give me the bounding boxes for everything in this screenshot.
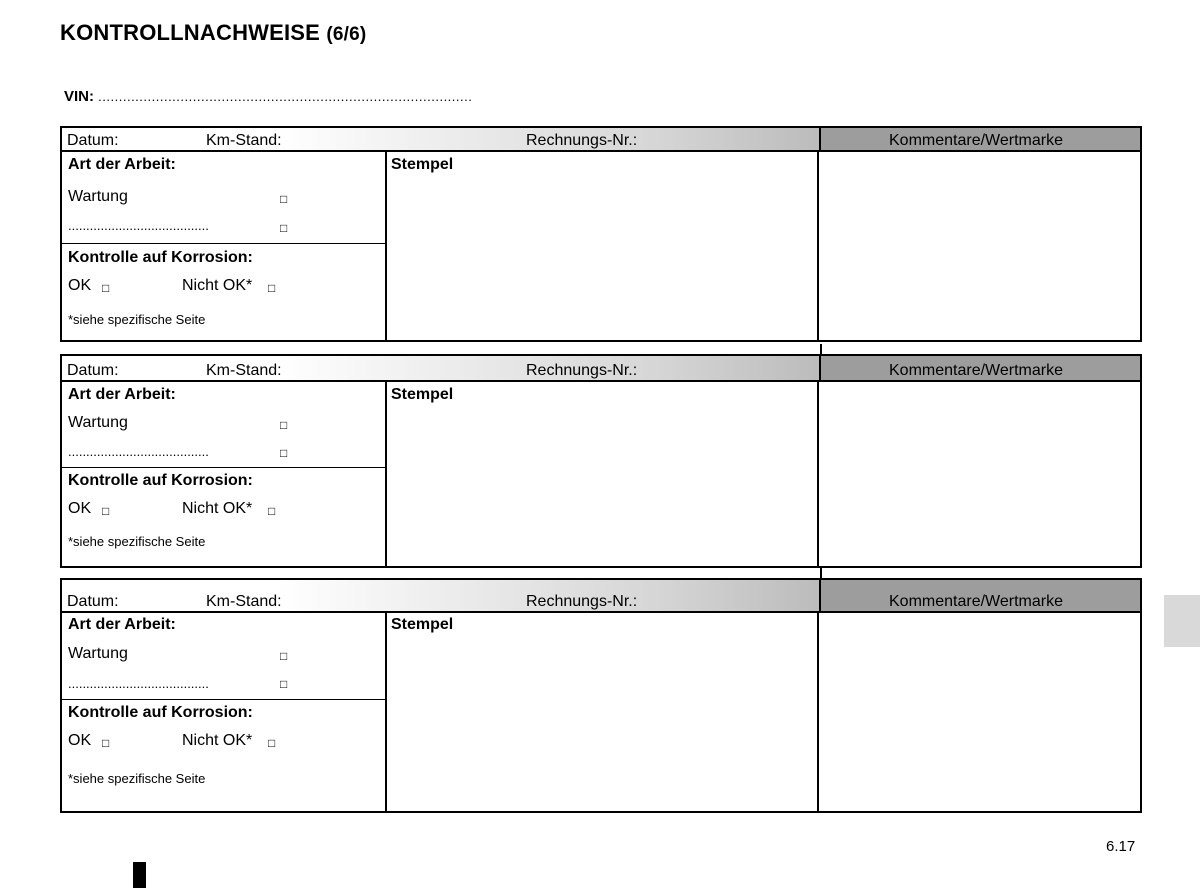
page-number: 6.17: [1106, 838, 1136, 855]
record-block-2: [60, 354, 1142, 568]
record-body: [60, 382, 1142, 568]
separator-tick: [820, 344, 822, 354]
stamp-column: [387, 382, 819, 566]
record-header: [60, 354, 1142, 382]
korrosion-title: Kontrolle auf Korrosion:: [68, 704, 253, 721]
vin-label: VIN:: [64, 88, 94, 105]
page-title-suffix: (6/6): [326, 24, 367, 45]
rechnungs-nr-label: Rechnungs-Nr.:: [526, 362, 638, 379]
kommentare-label: Kommentare/Wertmarke: [889, 132, 1063, 149]
separator-tick: [820, 568, 822, 578]
stempel-label: Stempel: [391, 386, 454, 403]
stempel-label: Stempel: [391, 616, 454, 633]
crop-mark: [133, 862, 146, 888]
wartung-checkbox[interactable]: □: [280, 649, 288, 663]
stempel-label: Stempel: [391, 156, 454, 173]
ok-checkbox[interactable]: □: [102, 736, 110, 750]
datum-label: Datum:: [67, 362, 119, 379]
rechnungs-nr-label: Rechnungs-Nr.:: [526, 132, 638, 149]
section-divider: [62, 467, 385, 468]
datum-label: Datum:: [67, 593, 119, 610]
ok-label: OK: [68, 732, 92, 749]
page-title: [60, 20, 366, 46]
record-body: [60, 152, 1142, 342]
nicht-ok-label: Nicht OK*: [182, 500, 253, 517]
footnote: *siehe spezifische Seite: [68, 534, 206, 549]
wartung-checkbox[interactable]: □: [280, 192, 288, 206]
rechnungs-nr-label: Rechnungs-Nr.:: [526, 593, 638, 610]
wartung-label: Wartung: [68, 645, 128, 662]
blank-work-line: .......................................: [68, 676, 209, 691]
blank-work-line: .......................................: [68, 444, 209, 459]
art-der-arbeit-label: Art der Arbeit:: [68, 386, 176, 403]
wartung-label: Wartung: [68, 188, 128, 205]
record-block-3: [60, 578, 1142, 813]
stamp-column: [387, 152, 819, 340]
kommentare-label: Kommentare/Wertmarke: [889, 362, 1063, 379]
blank-work-line: .......................................: [68, 218, 209, 233]
vin-blank: ...........................................................................................: [98, 89, 473, 104]
blank-work-checkbox[interactable]: □: [280, 677, 288, 691]
ok-label: OK: [68, 500, 92, 517]
record-block-1: [60, 126, 1142, 344]
art-der-arbeit-label: Art der Arbeit:: [68, 156, 176, 173]
km-stand-label: Km-Stand:: [206, 132, 282, 149]
footnote: *siehe spezifische Seite: [68, 771, 206, 786]
page-title-text: KONTROLLNACHWEISE: [60, 20, 321, 45]
korrosion-title: Kontrolle auf Korrosion:: [68, 249, 253, 266]
nicht-ok-label: Nicht OK*: [182, 732, 253, 749]
work-column: [62, 152, 387, 340]
ok-label: OK: [68, 277, 92, 294]
nicht-ok-label: Nicht OK*: [182, 277, 253, 294]
wartung-label: Wartung: [68, 414, 128, 431]
record-header: [60, 578, 1142, 613]
stamp-column: [387, 613, 819, 811]
korrosion-title: Kontrolle auf Korrosion:: [68, 472, 253, 489]
work-column: [62, 613, 387, 811]
datum-label: Datum:: [67, 132, 119, 149]
section-divider: [62, 243, 385, 244]
vin-line: [64, 88, 472, 105]
blank-work-checkbox[interactable]: □: [280, 446, 288, 460]
record-body: [60, 613, 1142, 813]
km-stand-label: Km-Stand:: [206, 362, 282, 379]
kommentare-label: Kommentare/Wertmarke: [889, 593, 1063, 610]
ok-checkbox[interactable]: □: [102, 281, 110, 295]
ok-checkbox[interactable]: □: [102, 504, 110, 518]
section-divider: [62, 699, 385, 700]
km-stand-label: Km-Stand:: [206, 593, 282, 610]
nicht-ok-checkbox[interactable]: □: [268, 504, 276, 518]
nicht-ok-checkbox[interactable]: □: [268, 281, 276, 295]
nicht-ok-checkbox[interactable]: □: [268, 736, 276, 750]
record-header: [60, 126, 1142, 152]
art-der-arbeit-label: Art der Arbeit:: [68, 616, 176, 633]
blank-work-checkbox[interactable]: □: [280, 221, 288, 235]
footnote: *siehe spezifische Seite: [68, 312, 206, 327]
work-column: [62, 382, 387, 566]
chapter-tab-marker: [1164, 595, 1200, 647]
wartung-checkbox[interactable]: □: [280, 418, 288, 432]
